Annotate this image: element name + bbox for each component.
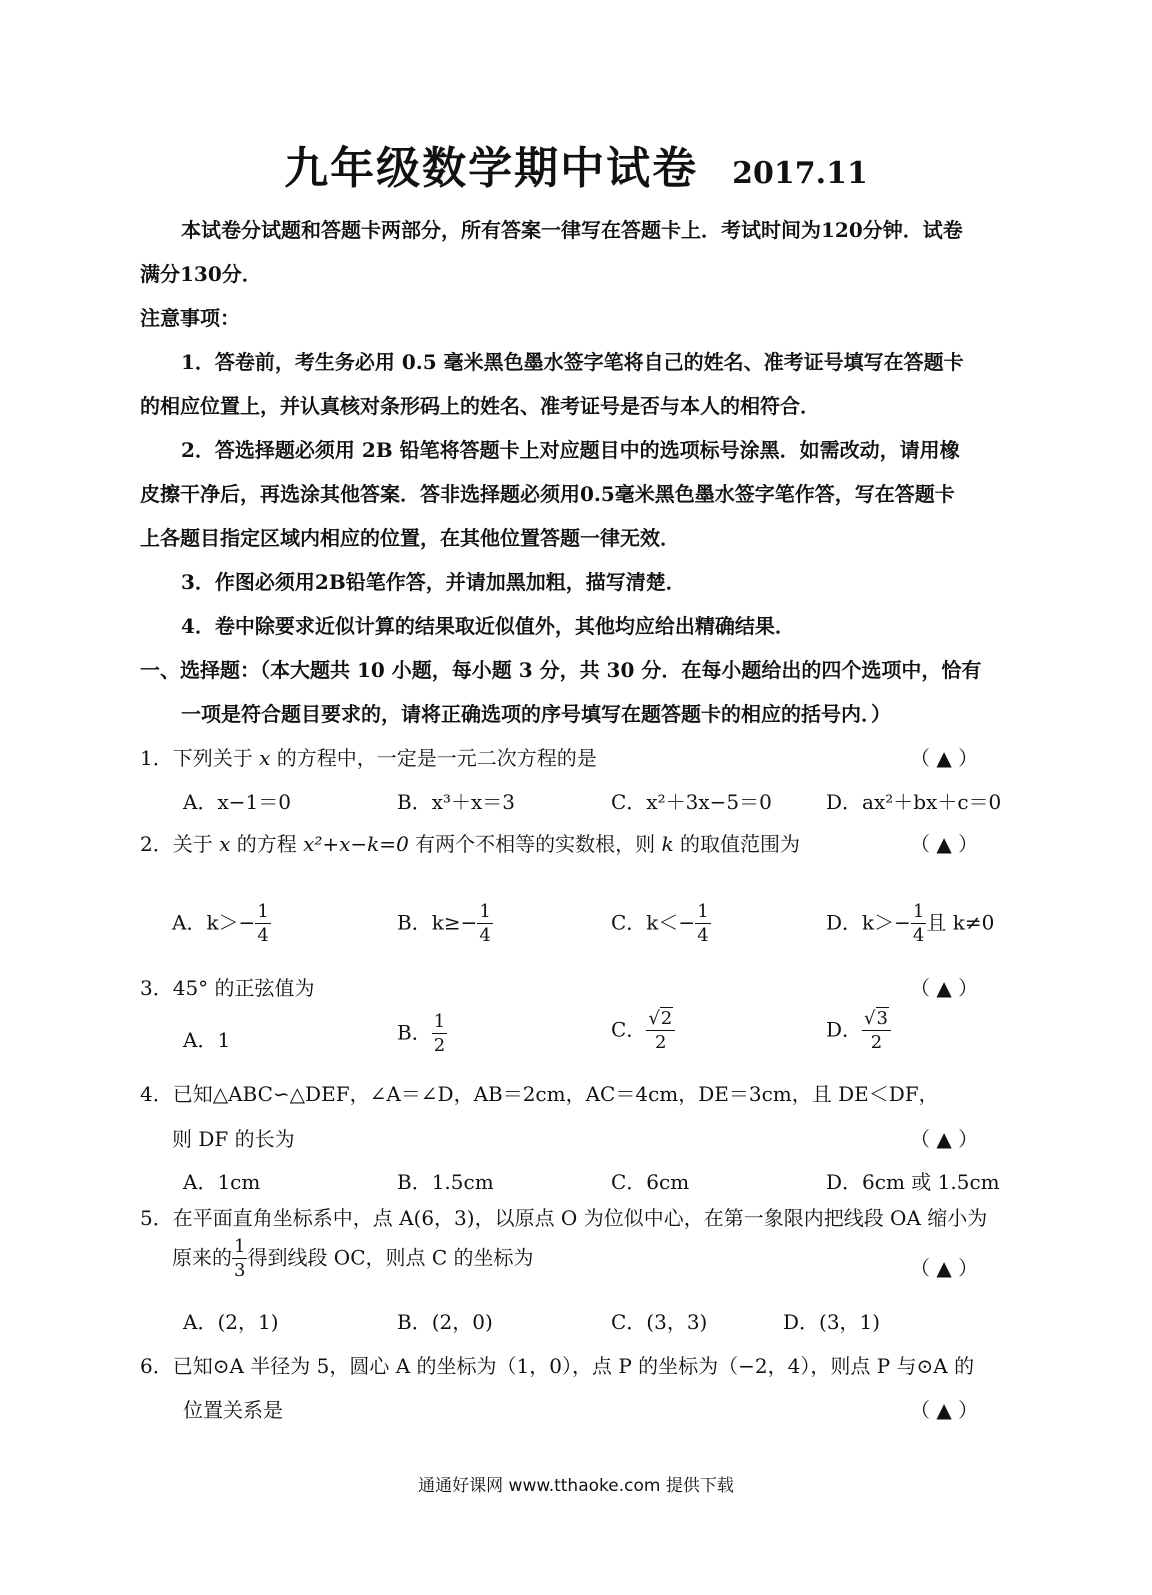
q1-option-a: A．x−1＝0	[183, 790, 291, 814]
q2-b-text: B．k≥−	[397, 910, 478, 935]
q3-c-sqrt	[648, 1010, 673, 1028]
q2-var: x	[219, 832, 231, 856]
q2-a-num: 1	[257, 901, 269, 922]
q3-b-den: 2	[433, 1035, 446, 1056]
note-line-5: 上各题目指定区域内相应的位置，在其他位置答题一律无效．	[140, 526, 680, 550]
q5-fraction	[232, 1238, 247, 1280]
q2-text-post2: 的取值范围为	[673, 832, 800, 856]
section1-line-1: 一、选择题：（本大题共 10 小题，每小题 3 分，共 30 分．在每小题给出的四个选项中，恰有	[140, 658, 982, 682]
q2-equation: x²+x−k=0	[303, 832, 409, 856]
q3-c-text: C．	[611, 1017, 647, 1042]
q2-d-num: 1	[912, 901, 925, 922]
q1-option-b: B．x³＋x＝3	[397, 790, 515, 814]
q4-option-d: D．6cm 或 1.5cm	[826, 1170, 1000, 1194]
question-4-line-2: 则 DF 的长为	[172, 1127, 295, 1151]
q2-a-fraction	[255, 903, 270, 945]
q2-k: k	[661, 832, 674, 856]
q3-c-sqrt-sign: √	[648, 1008, 660, 1029]
q3-b-fraction	[432, 1013, 447, 1055]
q2-text-post: 有两个不相等的实数根，则	[408, 832, 662, 856]
q1-text-pre: 1．下列关于	[140, 746, 260, 770]
q4-answer-mark: （ ▲ ）	[910, 1127, 979, 1151]
q3-option-a: A．1	[183, 1028, 231, 1052]
q2-b-num: 1	[479, 901, 491, 922]
q3-d-sqrt	[864, 1010, 889, 1028]
question-4-line-1: 4．已知△ABC∽△DEF，∠A＝∠D，AB＝2cm，AC＝4cm，DE＝3cm，且 DE＜DF，	[140, 1082, 939, 1106]
q5-option-a: A．(2，1)	[183, 1310, 279, 1334]
intro-line-1: 本试卷分试题和答题卡两部分，所有答案一律写在答题卡上．考试时间为120分钟．试卷	[181, 218, 963, 242]
q3-option-c	[611, 1010, 675, 1052]
q4-option-c: C．6cm	[611, 1170, 690, 1194]
q3-d-num	[862, 1010, 891, 1031]
q3-b-num: 1	[433, 1011, 446, 1032]
note-line-4: 皮擦干净后，再选涂其他答案．答非选择题必须用0.5毫米黑色墨水签字笔作答，写在答题卡	[140, 482, 955, 506]
q2-a-den: 4	[257, 925, 269, 946]
question-2	[140, 828, 800, 857]
q2-option-a	[172, 903, 271, 945]
q6-answer-mark: （ ▲ ）	[910, 1398, 979, 1422]
q3-option-b	[397, 1013, 447, 1055]
q5-option-b: B．(2，0)	[397, 1310, 493, 1334]
q5-text-post: 得到线段 OC，则点 C 的坐标为	[247, 1245, 534, 1270]
footer-source: 通通好课网 www.tthaoke.com 提供下载	[418, 1476, 734, 1496]
q3-c-radicand: 2	[660, 1008, 673, 1029]
q3-c-num	[646, 1010, 675, 1031]
q1-var: x	[259, 746, 271, 770]
note-line-6: 3．作图必须用2B铅笔作答，并请加黑加粗，描写清楚．	[181, 570, 686, 594]
q2-text-pre: 2．关于	[140, 832, 220, 856]
q3-c-den: 2	[655, 1032, 667, 1053]
q3-answer-mark: （ ▲ ）	[910, 976, 979, 1000]
q2-c-fraction	[695, 903, 710, 945]
q2-b-den: 4	[479, 925, 491, 946]
q2-b-fraction	[477, 903, 492, 945]
q1-answer-mark: （ ▲ ）	[910, 746, 979, 770]
q3-option-d	[826, 1010, 891, 1052]
q2-option-c	[611, 903, 711, 945]
q3-d-radicand: 3	[876, 1008, 888, 1029]
q3-d-fraction	[862, 1010, 891, 1052]
q3-c-fraction	[646, 1010, 675, 1052]
question-1	[140, 742, 597, 771]
q3-d-text: D．	[826, 1017, 863, 1042]
q2-c-num: 1	[697, 901, 709, 922]
question-6-line-2: 位置关系是	[183, 1398, 283, 1422]
question-3: 3．45° 的正弦值为	[140, 976, 315, 1000]
exam-date: 2017.11	[732, 156, 868, 191]
question-5-line-2	[172, 1238, 534, 1280]
q5-frac-num: 1	[234, 1236, 246, 1257]
q3-d-sqrt-sign: √	[864, 1008, 876, 1029]
q5-option-c: C．(3，3)	[611, 1310, 708, 1334]
intro-line-2: 满分130分．	[140, 262, 262, 286]
q5-answer-mark: （ ▲ ）	[910, 1256, 979, 1280]
question-5-line-1: 5．在平面直角坐标系中，点 A(6，3)，以原点 O 为位似中心，在第一象限内把线段 OA 缩小为	[140, 1206, 988, 1230]
q5-option-d: D．(3，1)	[783, 1310, 881, 1334]
q2-option-d	[826, 903, 994, 945]
q2-d-den: 4	[912, 925, 925, 946]
note-line-1: 1．答卷前，考生务必用 0.5 毫米黑色墨水签字笔将自己的姓名、准考证号填写在答题卡	[181, 350, 964, 374]
q2-text-mid: 的方程	[230, 832, 304, 856]
q1-text-post: 的方程中，一定是一元二次方程的是	[270, 746, 597, 770]
q5-text-pre: 原来的	[172, 1245, 232, 1270]
q2-answer-mark: （ ▲ ）	[910, 832, 979, 856]
q2-c-text: C．k＜−	[611, 910, 696, 935]
title-bar	[0, 132, 1152, 196]
section1-line-2: 一项是符合题目要求的，请将正确选项的序号填写在题答题卡的相应的括号内．）	[181, 702, 891, 726]
notes-heading: 注意事项：	[140, 306, 240, 330]
question-6-line-1: 6．已知⊙A 半径为 5，圆心 A 的坐标为（1，0），点 P 的坐标为（−2，4），则点 P 与⊙A 的	[140, 1354, 975, 1378]
q2-d-text: D．k＞−	[826, 910, 911, 935]
q1-option-d: D．ax²＋bx＋c＝0	[826, 790, 1002, 814]
q4-option-a: A．1cm	[183, 1170, 261, 1194]
note-line-7: 4．卷中除要求近似计算的结果取近似值外，其他均应给出精确结果．	[181, 614, 795, 638]
q1-option-c: C．x²＋3x−5＝0	[611, 790, 772, 814]
q2-a-text: A．k＞−	[172, 910, 256, 935]
note-line-2: 的相应位置上，并认真核对条形码上的姓名、准考证号是否与本人的相符合．	[140, 394, 820, 418]
q3-b-text: B．	[397, 1020, 432, 1045]
q2-option-b	[397, 903, 493, 945]
page-title: 九年级数学期中试卷	[284, 143, 699, 194]
q2-d-text-post: 且 k≠0	[926, 910, 995, 935]
q3-d-den: 2	[870, 1032, 883, 1053]
q4-option-b: B．1.5cm	[397, 1170, 494, 1194]
q2-c-den: 4	[697, 925, 709, 946]
q5-frac-den: 3	[234, 1260, 246, 1281]
q2-d-fraction	[911, 903, 926, 945]
note-line-3: 2．答选择题必须用 2B 铅笔将答题卡上对应题目中的选项标号涂黑．如需改动，请用橡	[181, 438, 960, 462]
